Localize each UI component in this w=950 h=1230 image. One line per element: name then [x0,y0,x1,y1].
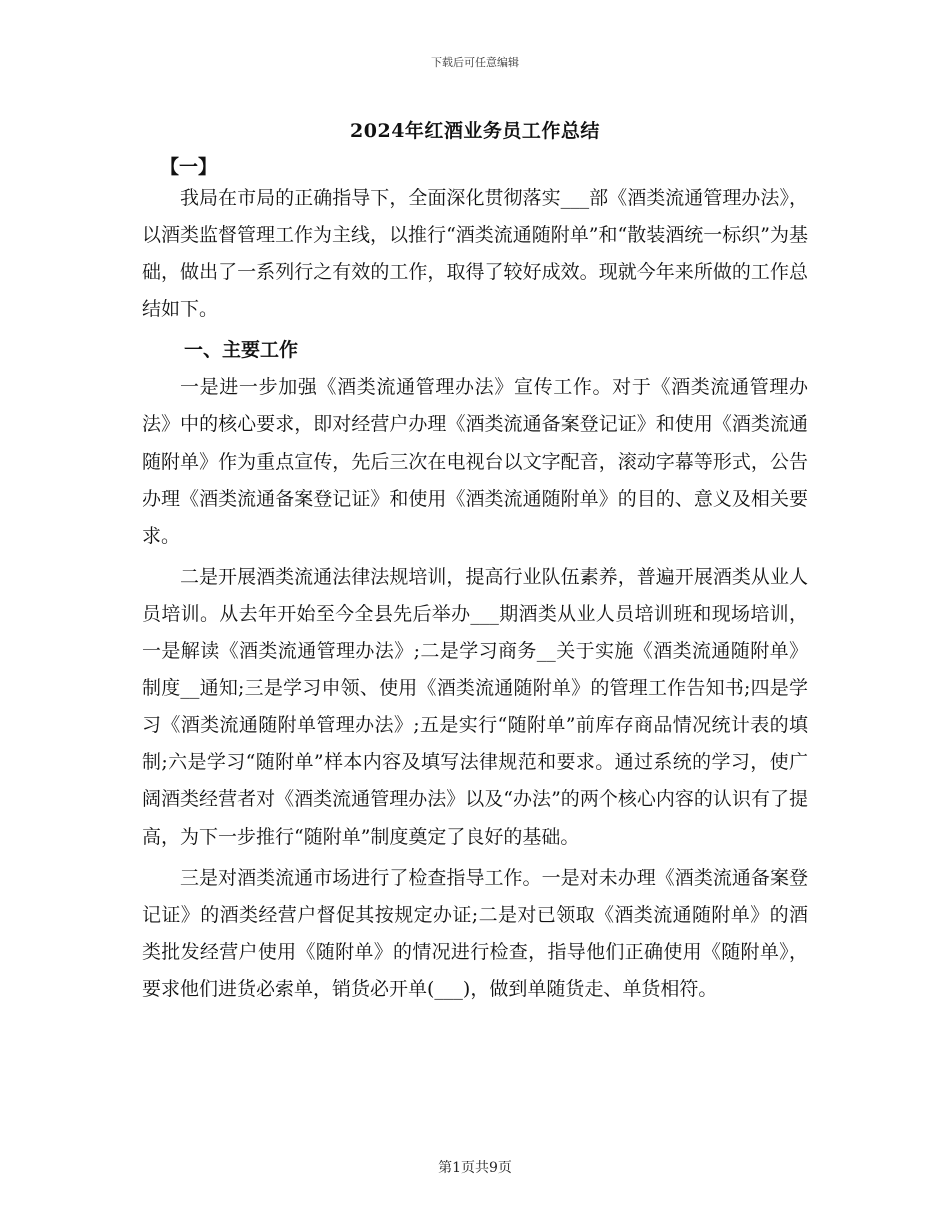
page-number-footer: 第1页共9页 [438,1160,512,1176]
work-item-2-paragraph: 二是开展酒类流通法律法规培训，提高行业队伍素养，普遍开展酒类从业人员培训。从去年开始至今全县先后举办___期酒类从业人员培训班和现场培训，一是解读《酒类流通管理办法》;二是学习商务__关于实施《酒类流通随附单》制度__通知;三是学习申领、使用《酒类流通随附单》的管理工作告知书;四是学习《酒类流通随附单管理办法》;五是实行“随附单”前库存商品情况统计表的填制;六是学习“随附单”样本内容及填写法律规范和要求。通过系统的学习，使广阔酒类经营者对《酒类流通管理办法》以及“办法”的两个核心内容的认识有了提高，为下一步推行“随附单”制度奠定了良好的基础。 [142,565,808,848]
work-item-3-paragraph: 三是对酒类流通市场进行了检查指导工作。一是对未办理《酒类流通备案登记证》的酒类经营户督促其按规定办证;二是对已领取《酒类流通随附单》的酒类批发经营户使用《随附单》的情况进行检查，指导他们正确使用《随附单》，要求他们进货必索单，销货必开单(___)，做到单随货走、单货相符。 [142,866,808,1000]
page-header-note: 下载后可任意编辑 [431,56,519,69]
section-heading-main-work: 一、主要工作 [184,339,299,362]
work-item-1-paragraph: 一是进一步加强《酒类流通管理办法》宣传工作。对于《酒类流通管理办法》中的核心要求，即对经营户办理《酒类流通备案登记证》和使用《酒类流通随附单》作为重点宣传，先后三次在电视台以文字配音，滚动字幕等形式，公告办理《酒类流通备案登记证》和使用《酒类流通随附单》的目的、意义及相关要求。 [142,376,808,547]
intro-paragraph: 我局在市局的正确指导下，全面深化贯彻落实___部《酒类流通管理办法》，以酒类监督管理工作为主线，以推行“酒类流通随附单”和“散装酒统一标织”为基础，做出了一系列行之有效的工作，取得了较好成效。现就今年来所做的工作总结如下。 [142,187,808,321]
section-marker: 【一】 [160,156,218,178]
document-title: 2024年红酒业务员工作总结 [350,120,600,142]
document-body [142,180,808,1012]
